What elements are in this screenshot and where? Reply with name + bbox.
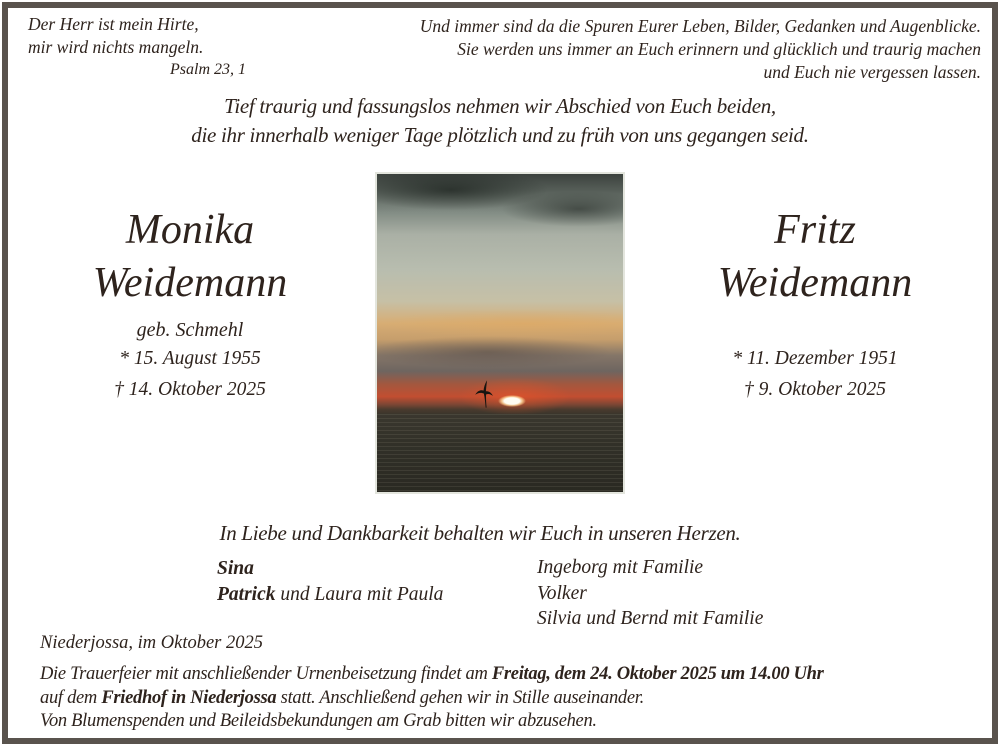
mourner-name: Sina bbox=[217, 558, 254, 579]
psalm-line-2: mir wird nichts mangeln. bbox=[28, 37, 204, 57]
mourners-left-column bbox=[217, 556, 443, 607]
sunset-photo bbox=[375, 172, 625, 494]
deceased-left-last-name: Weidemann bbox=[92, 260, 288, 306]
mourner-row: Volker bbox=[537, 582, 587, 604]
intro-text bbox=[0, 92, 1000, 150]
mourner-row: Silvia und Bernd mit Familie bbox=[537, 608, 764, 629]
deceased-left-first-name: Monika bbox=[125, 207, 255, 253]
place-date-line: Niederjossa, im Oktober 2025 bbox=[40, 633, 264, 653]
deceased-right-birth-date: * 11. Dezember 1951 bbox=[732, 348, 898, 369]
mourner-row bbox=[217, 556, 443, 582]
funeral-location: Friedhof in Niederjossa bbox=[101, 687, 277, 708]
mourner-row bbox=[217, 582, 443, 608]
funeral-line-1 bbox=[40, 663, 970, 687]
psalm-line-1: Der Herr ist mein Hirte, bbox=[28, 14, 199, 34]
psalm-source: Psalm 23, 1 bbox=[170, 61, 246, 78]
mourners-right-column bbox=[537, 555, 763, 632]
photo-sea bbox=[377, 414, 623, 492]
funeral-line-2-suffix: statt. Anschließend gehen wir in Stille auseinander. bbox=[276, 687, 644, 708]
intro-line-1: Tief traurig und fassungslos nehmen wir Abschied von Euch beiden, bbox=[224, 94, 776, 118]
mourner-name: Patrick bbox=[217, 583, 276, 605]
sun bbox=[498, 395, 526, 407]
remembrance-line-1: Und immer sind da die Spuren Eurer Leben, Bilder, Gedanken und Augenblicke. bbox=[419, 16, 981, 36]
deceased-right-death-date: † 9. Oktober 2025 bbox=[744, 379, 886, 400]
mourner-name-rest: und Laura mit Paula bbox=[275, 583, 444, 605]
bird-silhouette bbox=[473, 379, 497, 409]
deceased-left-dates bbox=[25, 343, 355, 405]
deceased-right bbox=[650, 205, 980, 311]
funeral-line-2-prefix: auf dem bbox=[40, 687, 102, 708]
intro-line-2: die ihr innerhalb weniger Tage plötzlich und zu früh von uns gegangen seid. bbox=[191, 123, 809, 147]
funeral-line-3: Von Blumenspenden und Beileidsbekundungen am Grab bitten wir abzusehen. bbox=[40, 711, 597, 731]
remembrance-line-3: und Euch nie vergessen lassen. bbox=[763, 62, 981, 82]
remembrance-quote bbox=[420, 15, 981, 84]
deceased-right-first-name: Fritz bbox=[774, 207, 856, 253]
funeral-date-time: Freitag, dem 24. Oktober 2025 um 14.00 Uhr bbox=[491, 664, 824, 684]
mourner-row: Ingeborg mit Familie bbox=[537, 557, 704, 578]
deceased-left-birth-date: * 15. August 1955 bbox=[119, 348, 261, 369]
deceased-left bbox=[25, 205, 355, 343]
funeral-line-2 bbox=[40, 687, 970, 711]
remembrance-line-2: Sie werden uns immer an Euch erinnern und glücklich und traurig machen bbox=[457, 39, 981, 59]
psalm-quote bbox=[28, 13, 246, 81]
deceased-left-maiden-name: geb. Schmehl bbox=[136, 319, 244, 341]
closing-sentence: In Liebe und Dankbarkeit behalten wir Euch in unseren Herzen. bbox=[219, 521, 741, 545]
deceased-right-last-name: Weidemann bbox=[717, 260, 913, 306]
deceased-right-dates bbox=[650, 343, 980, 405]
funeral-information bbox=[40, 663, 970, 734]
deceased-left-death-date: † 14. Oktober 2025 bbox=[114, 379, 266, 400]
funeral-line-1-text: Die Trauerfeier mit anschließender Urnenbeisetzung findet am bbox=[40, 664, 492, 684]
